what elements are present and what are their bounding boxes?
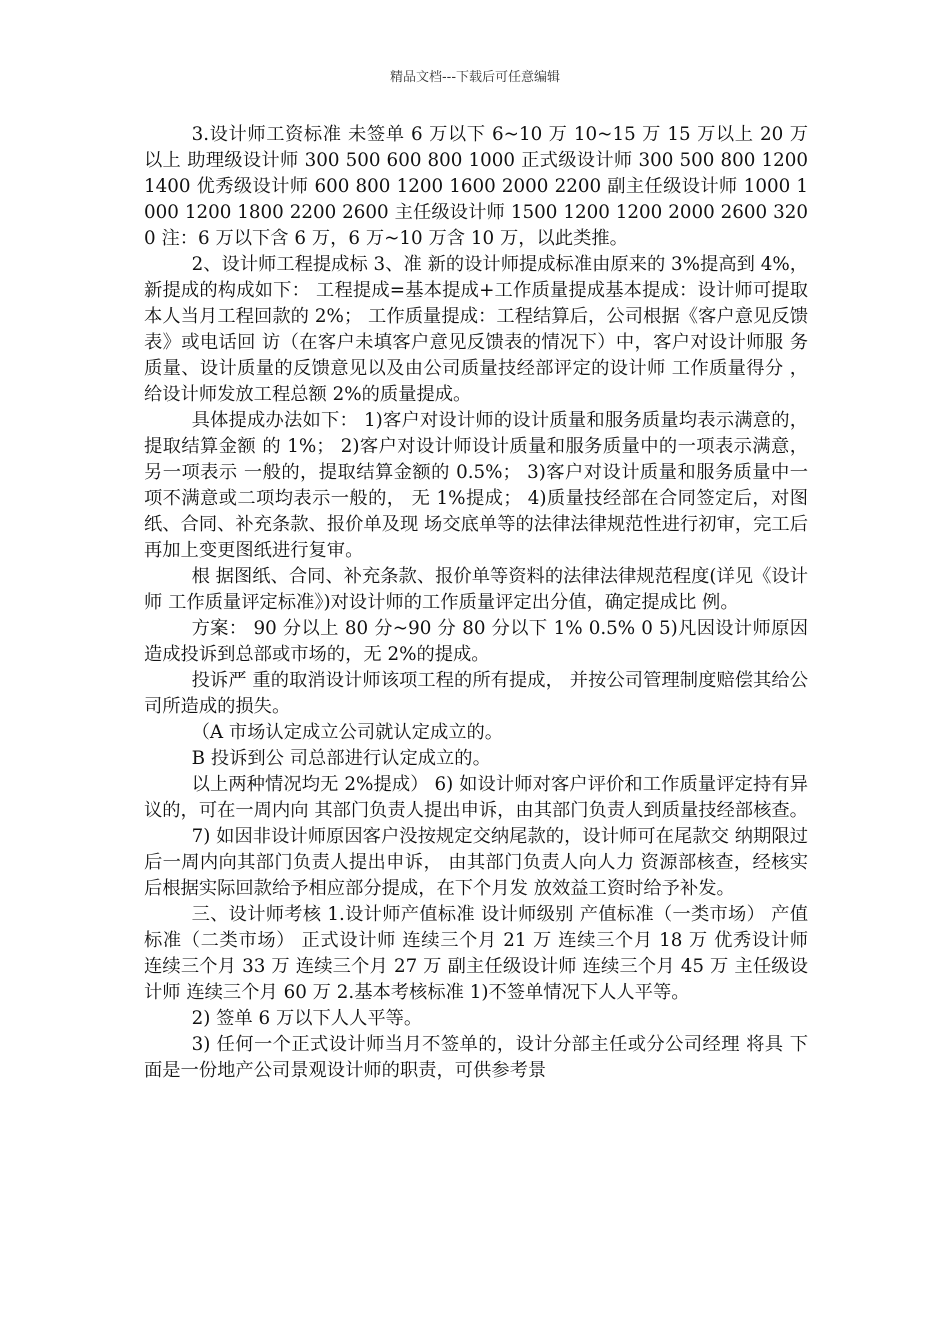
paragraph-commission-standard: 2、设计师工程提成标 3、准 新的设计师提成标准由原来的 3%提高到 4%，新提成的构成如下： 工程提成=基本提成+工作质量提成基本提成：设计师可提取本人当月工程回款的 2%； 工作质量提成：工程结算后，公司根据《客户意见反馈表》或电话回 访（在客户未填客户意见反馈表的情况下）中，客户对设计师服 务质量、设计质量的反馈意见以及由公司质量技经部评定的设计师 工作质量得分 ，给设计师发放工程总额 2%的质量提成。 [144, 254, 808, 405]
paragraph-commission-method: 具体提成办法如下： 1)客户对设计师的设计质量和服务质量均表示满意的， 提取结算金额 的 1%； 2)客户对设计师设计质量和服务质量中的一项表示满意， 另一项表示 一般的，提取结算金额的 0.5%； 3)客户对设计质量和服务质量中一项不满意或二项均表示一般的， 无 1%提成； 4)质量技经部在合同签定后，对图纸、合同、补充条款、报价单及现 场交底单等的法律法律规范性进行初审，完工后再加上变更图纸进行复审。 [144, 410, 808, 561]
paragraph-item-b: B 投诉到公 司总部进行认定成立的。 [191, 748, 491, 769]
page-header: 精品文档---下载后可任意编辑 [389, 70, 561, 85]
paragraph-item-a: （A 市场认定成立公司就认定成立的。 [191, 722, 504, 743]
paragraph-sign-under-6: 2) 签单 6 万以下人人平等。 [191, 1008, 423, 1029]
paragraph-scheme: 方案： 90 分以上 80 分~90 分 80 分以下 1% 0.5% 0 5)凡因设计师原因造成投诉到总部或市场的，无 2%的提成。 [144, 618, 808, 665]
document-body [144, 122, 808, 1084]
paragraph-quality-evaluation: 根 据图纸、合同、补充条款、报价单等资料的法律法律规范程度(详见《设计师 工作质量评定标准》)对设计师的工作质量评定出分值，确定提成比 例。 [144, 566, 808, 613]
paragraph-appeal: 以上两种情况均无 2%提成） 6) 如设计师对客户评价和工作质量评定持有异议的，可在一周内向 其部门负责人提出申诉，由其部门负责人到质量技经部核查。 [144, 774, 808, 821]
paragraph-complaint: 投诉严 重的取消设计师该项工程的所有提成， 并按公司管理制度赔偿其给公司所造成的损失。 [144, 670, 808, 717]
paragraph-salary-standard: 3.设计师工资标准 未签单 6 万以下 6~10 万 10~15 万 15 万以上 20 万以上 助理级设计师 300 500 600 800 1000 正式级设计师 300 500 800 1200 1400 优秀级设计师 600 800 1200 1600 2000 2200 副主任级设计师 1000 1000 1200 1800 2200 2600 主任级设计师 1500 1200 1200 2000 2600 3200 注：6 万以下含 6 万，6 万~10 万含 10 万，以此类推。 [144, 124, 808, 249]
paragraph-no-sign: 3) 任何一个正式设计师当月不签单的，设计分部主任或分公司经理 将具 下面是一份地产公司景观设计师的职责，可供参考景 [144, 1034, 808, 1081]
paragraph-final-payment: 7) 如因非设计师原因客户没按规定交纳尾款的，设计师可在尾款交 纳期限过后一周内向其部门负责人提出申诉， 由其部门负责人向人力 资源部核查，经核实后根据实际回款给予相应部分提成，在下个月发 放效益工资时给予补发。 [144, 826, 808, 899]
paragraph-assessment: 三、设计师考核 1.设计师产值标准 设计师级别 产值标准（一类市场） 产值标准（二类市场） 正式设计师 连续三个月 21 万 连续三个月 18 万 优秀设计师 连续三个月 33 万 连续三个月 27 万 副主任级设计师 连续三个月 45 万 主任级设计师 连续三个月 60 万 2.基本考核标准 1)不签单情况下人人平等。 [144, 904, 808, 1003]
